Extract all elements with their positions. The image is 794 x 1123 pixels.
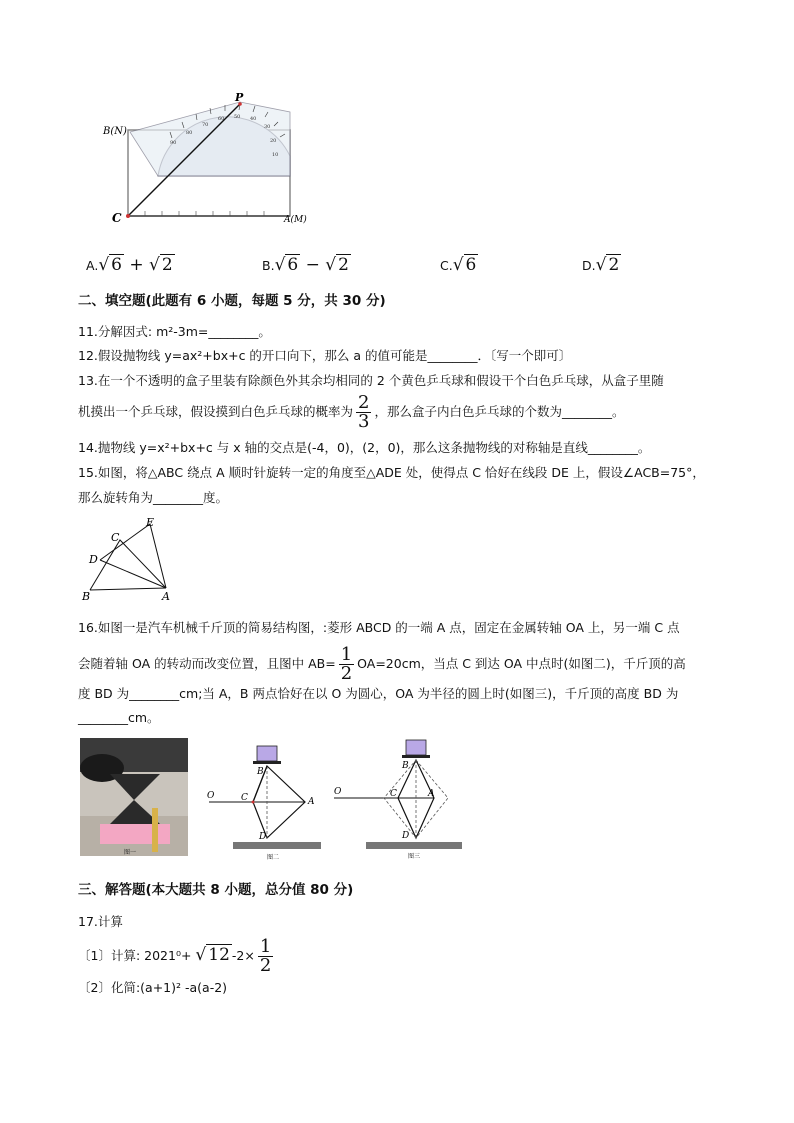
question-17-part1: 〔1〕计算: 2021⁰+ √ 12 -2× $\frac{1}{2}$ xyxy=(78,936,272,976)
svg-text:10: 10 xyxy=(272,152,279,158)
question-16-line4: ________cm。 xyxy=(78,710,160,725)
f3-label-B: B xyxy=(402,761,409,771)
f2-label-C: C xyxy=(241,793,248,803)
label-B: B(N) xyxy=(103,126,127,137)
caption-fig3: 图三 xyxy=(408,853,421,860)
svg-text:60: 60 xyxy=(218,116,225,122)
fraction-one-half-q17: $\frac{1}{2}$ xyxy=(259,936,272,976)
svg-text:90: 90 xyxy=(170,140,177,146)
label-A: A xyxy=(162,590,170,603)
question-16-line1: 16.如图一是汽车机械千斤顶的简易结构图，:菱形 ABCD 的一端 A 点，固定在金属转轴 OA 上，另一端 C 点 xyxy=(78,620,680,635)
section-3-title: 三、解答题(本大题共 8 小题，总分值 80 分) xyxy=(78,882,354,898)
question-11: 11.分解因式: m²-3m=________。 xyxy=(78,324,271,339)
f3-label-C: C xyxy=(390,789,397,799)
question-13-line1: 13.在一个不透明的盒子里装有除颜色外其余均相同的 2 个黄色乒乓球和假设干个白色乒乓球，从盒子里随 xyxy=(78,373,664,388)
question-12: 12.假设抛物线 y=ax²+bx+c 的开口向下，那么 a 的值可能是________．〔写一个即可〕 xyxy=(78,348,572,363)
option-b[interactable]: B.√ 6 − √ 2 xyxy=(262,255,349,275)
caption-fig2: 图二 xyxy=(267,854,280,860)
label-B: B xyxy=(82,590,91,603)
question-16-line3: 度 BD 为________cm;当 A，B 两点恰好在以 O 为圆心，OA 为半径的圆上时(如图三)，千斤顶的高度 BD 为 xyxy=(78,686,679,701)
question-17-title: 17.计算 xyxy=(78,914,123,929)
label-C: C xyxy=(111,531,120,544)
fraction-one-half: $\frac{1}{2}$ xyxy=(340,644,353,684)
f2-label-B: B xyxy=(257,767,264,777)
label-P: P xyxy=(235,92,244,104)
f3-label-O: O xyxy=(334,787,342,797)
svg-text:30: 30 xyxy=(264,124,271,130)
svg-text:50: 50 xyxy=(234,114,241,120)
fraction-two-thirds: $\frac{2}{3}$ xyxy=(358,392,370,432)
f2-label-A: A xyxy=(308,797,315,807)
svg-text:40: 40 xyxy=(250,116,257,122)
rhombus-figure-2 xyxy=(205,742,323,860)
f2-label-O: O xyxy=(207,791,215,801)
question-14: 14.抛物线 y=x²+bx+c 与 x 轴的交点是(-4，0)，(2，0)，那么这条抛物线的对称轴是直线________。 xyxy=(78,440,651,455)
question-13-line2: 机摸出一个乒乓球，假设摸到白色乒乓球的概率为 $\frac{2}{3}$ ，那么盒子内白色乒乓球的个数为________。 xyxy=(78,392,625,432)
svg-text:80: 80 xyxy=(186,130,193,136)
svg-text:20: 20 xyxy=(270,138,277,144)
f3-label-A: A xyxy=(428,789,435,799)
label-D: D xyxy=(89,553,98,566)
option-c[interactable]: C.√ 6 xyxy=(440,255,477,275)
section-2-title: 二、填空题(此题有 6 小题，每题 5 分，共 30 分) xyxy=(78,293,386,309)
rhombus-figure-3 xyxy=(330,738,465,860)
question-15-line1: 15.如图，将△ABC 绕点 A 顺时针旋转一定的角度至△ADE 处，使得点 C 恰好在线段 DE 上，假设∠ACB=75°， xyxy=(78,465,705,480)
question-16-line2: 会随着轴 OA 的转动而改变位置，且图中 AB= $\frac{1}{2}$ OA=20cm，当点 C 到达 OA 中点时(如图二)，千斤顶的高 xyxy=(78,644,686,684)
option-d[interactable]: D.√ 2 xyxy=(582,255,620,275)
question-15-line2: 那么旋转角为________度。 xyxy=(78,490,229,505)
label-C: C xyxy=(112,211,122,225)
f3-label-D: D xyxy=(402,831,410,841)
protractor-figure xyxy=(100,92,310,227)
question-17-part2: 〔2〕化简:(a+1)² -a(a-2) xyxy=(78,980,228,995)
f2-label-D: D xyxy=(259,832,267,842)
label-E: E xyxy=(146,516,155,529)
triangle-rotation-figure xyxy=(80,516,180,604)
caption-fig1: 图一 xyxy=(124,849,137,856)
jack-photo-figure xyxy=(80,738,188,856)
label-A: A(M) xyxy=(284,215,307,225)
svg-text:70: 70 xyxy=(202,122,209,128)
option-a[interactable]: A.√ 6 + √ 2 xyxy=(86,255,173,275)
